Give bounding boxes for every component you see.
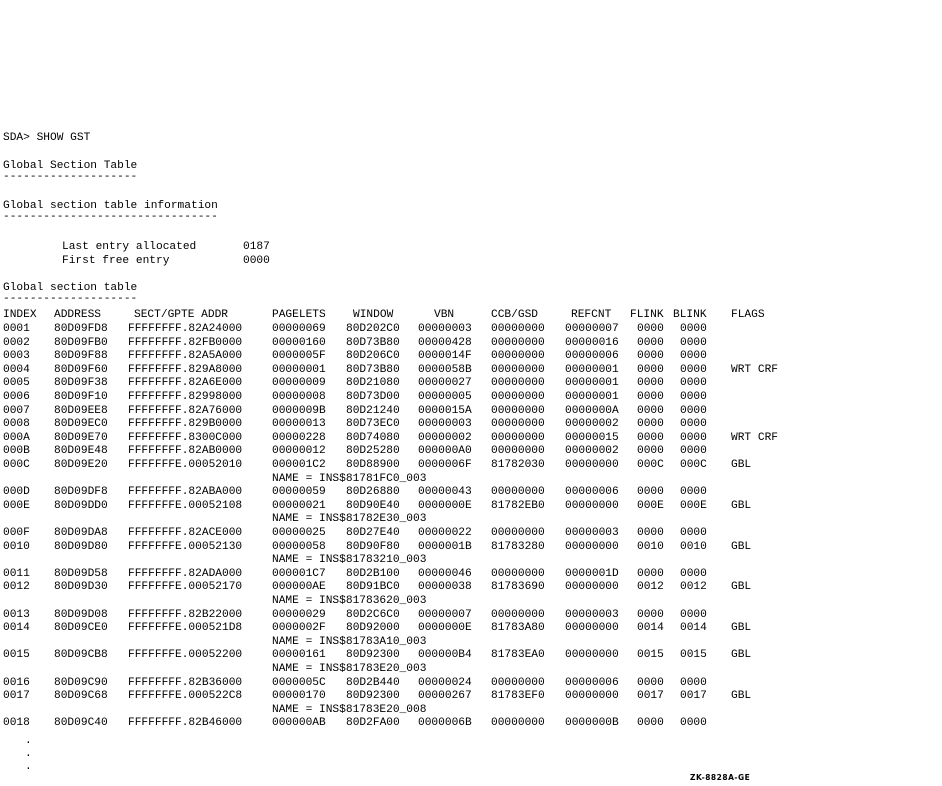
cell-flink: 0000 <box>637 377 664 390</box>
cell-pagelets: 00000013 <box>272 418 326 431</box>
cell-address: 80D09F10 <box>54 391 108 403</box>
cell-ccb: 00000000 <box>491 567 545 580</box>
cell-flink: 0000 <box>637 363 664 376</box>
cell-flink: 0000 <box>637 567 664 580</box>
cell-blink: 000C <box>680 459 707 471</box>
cell-flags: GBL <box>731 622 752 635</box>
table-row <box>0 338 942 351</box>
cell-refcnt: 00000003 <box>565 527 619 539</box>
cell-vbn: 00000046 <box>418 567 472 580</box>
column-header: FLINK <box>630 309 664 321</box>
cell-pagelets: 000001C7 <box>272 567 326 580</box>
cell-flags: GBL <box>731 499 752 512</box>
cell-vbn: 0000014F <box>418 350 472 363</box>
table-row <box>0 487 942 500</box>
cell-blink: 0017 <box>680 690 707 703</box>
cell-index: 0015 <box>3 649 30 662</box>
cell-flink: 0017 <box>637 690 664 703</box>
cell-address: 80D09F60 <box>54 363 108 376</box>
table-header-row <box>0 310 942 323</box>
cell-flink: 000C <box>637 459 664 471</box>
cell-ccb: 00000000 <box>491 377 545 390</box>
cell-blink: 0000 <box>680 336 707 349</box>
cell-ccb: 81783EA0 <box>491 649 545 662</box>
cell-address: 80D09CB8 <box>54 649 108 662</box>
cell-ccb: 81782030 <box>491 459 545 471</box>
cell-window: 80D2C6C0 <box>346 608 400 621</box>
cell-refcnt: 00000000 <box>565 649 619 662</box>
section-name: NAME = INS$81782E30_003 <box>272 513 427 526</box>
cell-index: 0016 <box>3 676 30 689</box>
table-rule: -------------------- <box>3 293 138 305</box>
column-header: VBN <box>434 309 455 321</box>
cell-ccb: 00000000 <box>491 323 545 335</box>
cell-window: 80D73EC0 <box>346 418 400 431</box>
column-header: SECT/GPTE ADDR <box>134 309 228 321</box>
cell-flags: WRT CRF <box>731 431 778 444</box>
cell-vbn: 000000B4 <box>418 649 472 662</box>
cell-flags: GBL <box>731 459 752 471</box>
cell-blink: 0000 <box>680 431 707 444</box>
cell-address: 80D09D30 <box>54 581 108 594</box>
cell-flink: 0012 <box>637 581 664 594</box>
cell-refcnt: 00000006 <box>565 350 619 363</box>
cell-ccb: 00000000 <box>491 445 545 458</box>
cell-flink: 000E <box>637 499 664 512</box>
cell-flink: 0014 <box>637 622 664 635</box>
info-label: First free entry <box>62 255 170 267</box>
cell-window: 80D27E40 <box>346 527 400 539</box>
cell-vbn: 0000006F <box>418 459 472 471</box>
cell-vbn: 000000A0 <box>418 445 472 458</box>
cell-blink: 0012 <box>680 581 707 594</box>
cell-refcnt: 00000001 <box>565 391 619 403</box>
cell-ccb: 81782EB0 <box>491 499 545 512</box>
cell-index: 000D <box>3 486 30 499</box>
cell-blink: 000E <box>680 499 707 512</box>
cell-vbn: 00000003 <box>418 418 472 431</box>
cell-window: 80D26880 <box>346 486 400 499</box>
cell-window: 80D91BC0 <box>346 581 400 594</box>
cell-ccb: 81783A80 <box>491 622 545 635</box>
column-header: FLAGS <box>731 309 765 321</box>
cell-address: 80D09DF8 <box>54 486 108 499</box>
cell-pagelets: 0000005F <box>272 350 326 363</box>
section-name: NAME = INS$81783620_003 <box>272 595 427 607</box>
cell-pagelets: 00000008 <box>272 391 326 403</box>
cell-window: 80D2B440 <box>346 676 400 689</box>
cell-refcnt: 0000000B <box>565 717 619 730</box>
cell-blink: 0000 <box>680 445 707 458</box>
cell-window: 80D73B80 <box>346 363 400 376</box>
cell-flink: 0000 <box>637 445 664 458</box>
cell-window: 80D90F80 <box>346 540 400 553</box>
cell-pagelets: 00000161 <box>272 649 326 662</box>
table-row <box>0 392 942 405</box>
column-header: PAGELETS <box>272 309 326 321</box>
ellipsis-dot: . <box>25 748 32 760</box>
cell-vbn: 00000038 <box>418 581 472 594</box>
cell-pagelets: 0000005C <box>272 676 326 689</box>
cell-blink: 0000 <box>680 527 707 539</box>
cell-blink: 0000 <box>680 486 707 499</box>
cell-index: 0018 <box>3 717 30 730</box>
cell-address: 80D09CE0 <box>54 622 108 635</box>
cell-flink: 0000 <box>637 404 664 417</box>
cell-ccb: 00000000 <box>491 391 545 403</box>
cell-blink: 0015 <box>680 649 707 662</box>
cell-flink: 0000 <box>637 336 664 349</box>
cell-flags: WRT CRF <box>731 363 778 376</box>
table-row <box>0 623 942 636</box>
column-header: BLINK <box>673 309 707 321</box>
table-row <box>0 582 942 595</box>
cell-window: 80D73D00 <box>346 391 400 403</box>
cell-gpte: FFFFFFFE.00052200 <box>128 649 243 662</box>
table-row <box>0 419 942 432</box>
cell-index: 0017 <box>3 690 30 703</box>
table-row <box>0 650 942 663</box>
cell-gpte: FFFFFFFF.829B0000 <box>128 418 243 431</box>
cell-pagelets: 00000059 <box>272 486 326 499</box>
cell-refcnt: 00000000 <box>565 622 619 635</box>
cell-pagelets: 00000058 <box>272 540 326 553</box>
cell-gpte: FFFFFFFF.8300C000 <box>128 431 243 444</box>
cell-ccb: 81783280 <box>491 540 545 553</box>
cell-vbn: 00000022 <box>418 527 472 539</box>
table-row <box>0 501 942 514</box>
cell-gpte: FFFFFFFF.82B46000 <box>128 717 243 730</box>
table-row <box>0 569 942 582</box>
cell-gpte: FFFFFFFF.82A76000 <box>128 404 243 417</box>
cell-index: 000F <box>3 527 30 539</box>
cell-ccb: 81783EF0 <box>491 690 545 703</box>
cell-pagelets: 0000009B <box>272 404 326 417</box>
cell-refcnt: 0000001D <box>565 567 619 580</box>
table-row <box>0 718 942 731</box>
cell-pagelets: 00000021 <box>272 499 326 512</box>
cell-address: 80D09DA8 <box>54 527 108 539</box>
cell-gpte: FFFFFFFF.82ABA000 <box>128 486 243 499</box>
cell-gpte: FFFFFFFF.82998000 <box>128 391 243 403</box>
cell-gpte: FFFFFFFE.00052170 <box>128 581 243 594</box>
section-name: NAME = INS$81783E20_003 <box>272 663 427 675</box>
info-heading: Global section table information <box>3 200 218 212</box>
cell-window: 80D206C0 <box>346 350 400 363</box>
cell-window: 80D90E40 <box>346 499 400 512</box>
cell-ccb: 00000000 <box>491 418 545 431</box>
cell-refcnt: 00000000 <box>565 499 619 512</box>
cell-flags: GBL <box>731 690 752 703</box>
cell-ccb: 00000000 <box>491 717 545 730</box>
cell-index: 0001 <box>3 323 30 335</box>
cell-refcnt: 00000006 <box>565 486 619 499</box>
cell-refcnt: 0000000A <box>565 404 619 417</box>
cell-blink: 0010 <box>680 540 707 553</box>
cell-gpte: FFFFFFFE.00052130 <box>128 540 243 553</box>
cell-index: 0003 <box>3 350 30 363</box>
cell-vbn: 0000006B <box>418 717 472 730</box>
cell-window: 80D88900 <box>346 459 400 471</box>
table-row <box>0 691 942 704</box>
table-row <box>0 324 942 337</box>
cell-index: 0002 <box>3 336 30 349</box>
cell-refcnt: 00000002 <box>565 418 619 431</box>
cell-address: 80D09FD8 <box>54 323 108 335</box>
cell-gpte: FFFFFFFF.829A8000 <box>128 363 243 376</box>
cell-index: 0007 <box>3 404 30 417</box>
ellipsis-dot: . <box>25 735 32 747</box>
cell-index: 0005 <box>3 377 30 390</box>
cell-window: 80D2FA00 <box>346 717 400 730</box>
cell-flink: 0000 <box>637 418 664 431</box>
cell-ccb: 00000000 <box>491 404 545 417</box>
info-rule: -------------------------------- <box>3 211 218 223</box>
cell-blink: 0000 <box>680 676 707 689</box>
cell-refcnt: 00000016 <box>565 336 619 349</box>
cell-index: 000B <box>3 445 30 458</box>
cell-flink: 0000 <box>637 486 664 499</box>
cell-index: 0006 <box>3 391 30 403</box>
cell-blink: 0000 <box>680 363 707 376</box>
table-row <box>0 351 942 364</box>
cell-pagelets: 00000009 <box>272 377 326 390</box>
cell-gpte: FFFFFFFE.00052108 <box>128 499 243 512</box>
table-row <box>0 365 942 378</box>
cell-flags: GBL <box>731 649 752 662</box>
cell-address: 80D09D80 <box>54 540 108 553</box>
cell-index: 0010 <box>3 540 30 553</box>
cell-pagelets: 00000069 <box>272 323 326 335</box>
cell-window: 80D92000 <box>346 622 400 635</box>
info-value: 0187 <box>243 241 270 253</box>
cell-ccb: 00000000 <box>491 527 545 539</box>
cell-window: 80D21080 <box>346 377 400 390</box>
cell-window: 80D92300 <box>346 649 400 662</box>
cell-gpte: FFFFFFFF.82AB0000 <box>128 445 243 458</box>
cell-vbn: 0000001B <box>418 540 472 553</box>
figure-id: ZK-8828A-GE <box>690 773 751 782</box>
cell-gpte: FFFFFFFF.82B22000 <box>128 608 243 621</box>
cell-flink: 0010 <box>637 540 664 553</box>
cell-index: 0011 <box>3 567 30 580</box>
cell-blink: 0000 <box>680 350 707 363</box>
cell-gpte: FFFFFFFE.00052010 <box>128 459 243 471</box>
cell-blink: 0000 <box>680 404 707 417</box>
cell-pagelets: 00000160 <box>272 336 326 349</box>
cell-gpte: FFFFFFFF.82A24000 <box>128 323 243 335</box>
cell-gpte: FFFFFFFF.82ADA000 <box>128 567 243 580</box>
cell-address: 80D09E48 <box>54 445 108 458</box>
cell-gpte: FFFFFFFF.82A5A000 <box>128 350 243 363</box>
table-heading: Global section table <box>3 282 138 294</box>
cell-address: 80D09DD0 <box>54 499 108 512</box>
cell-window: 80D202C0 <box>346 323 400 335</box>
info-value: 0000 <box>243 255 270 267</box>
cell-vbn: 00000002 <box>418 431 472 444</box>
cell-flags: GBL <box>731 581 752 594</box>
cell-vbn: 00000007 <box>418 608 472 621</box>
cell-refcnt: 00000001 <box>565 377 619 390</box>
cell-pagelets: 000001C2 <box>272 459 326 471</box>
cell-window: 80D2B100 <box>346 567 400 580</box>
cell-blink: 0014 <box>680 622 707 635</box>
cell-flink: 0015 <box>637 649 664 662</box>
cell-window: 80D25280 <box>346 445 400 458</box>
cell-pagelets: 00000012 <box>272 445 326 458</box>
cell-refcnt: 00000000 <box>565 459 619 471</box>
column-header: WINDOW <box>353 309 394 321</box>
cell-blink: 0000 <box>680 323 707 335</box>
cell-ccb: 00000000 <box>491 336 545 349</box>
cell-index: 000A <box>3 431 30 444</box>
cell-vbn: 0000000E <box>418 622 472 635</box>
cell-index: 0014 <box>3 622 30 635</box>
cell-vbn: 0000000E <box>418 499 472 512</box>
table-row <box>0 446 942 459</box>
section-name: NAME = INS$81783E20_008 <box>272 703 427 716</box>
cell-index: 0012 <box>3 581 30 594</box>
cell-gpte: FFFFFFFF.82ACE000 <box>128 527 243 539</box>
cell-refcnt: 00000001 <box>565 363 619 376</box>
table-row <box>0 528 942 541</box>
cell-blink: 0000 <box>680 717 707 730</box>
cell-pagelets: 0000002F <box>272 622 326 635</box>
cell-gpte: FFFFFFFE.000521D8 <box>128 622 243 635</box>
cell-pagelets: 000000AE <box>272 581 326 594</box>
cell-flink: 0000 <box>637 431 664 444</box>
cell-address: 80D09C40 <box>54 717 108 730</box>
cell-window: 80D92300 <box>346 690 400 703</box>
cell-ccb: 00000000 <box>491 363 545 376</box>
cell-vbn: 00000003 <box>418 323 472 335</box>
section-name: NAME = INS$81781FC0_003 <box>272 472 427 485</box>
cell-blink: 0000 <box>680 418 707 431</box>
cell-address: 80D09F38 <box>54 377 108 390</box>
cell-vbn: 00000005 <box>418 391 472 403</box>
cell-refcnt: 00000015 <box>565 431 619 444</box>
cell-gpte: FFFFFFFF.82B36000 <box>128 676 243 689</box>
cell-refcnt: 00000006 <box>565 676 619 689</box>
section-name: NAME = INS$81783210_003 <box>272 554 427 567</box>
cell-ccb: 00000000 <box>491 486 545 499</box>
cell-pagelets: 000000AB <box>272 717 326 730</box>
cell-pagelets: 00000025 <box>272 527 326 539</box>
cell-index: 0008 <box>3 418 30 431</box>
cell-index: 000C <box>3 459 30 471</box>
cell-pagelets: 00000001 <box>272 363 326 376</box>
cell-window: 80D73B80 <box>346 336 400 349</box>
cell-window: 80D21240 <box>346 404 400 417</box>
cell-address: 80D09EE8 <box>54 404 108 417</box>
cell-gpte: FFFFFFFE.000522C8 <box>128 690 243 703</box>
cell-flags: GBL <box>731 540 752 553</box>
cell-refcnt: 00000007 <box>565 323 619 335</box>
cell-flink: 0000 <box>637 676 664 689</box>
table-row <box>0 406 942 419</box>
cell-ccb: 00000000 <box>491 431 545 444</box>
cell-vbn: 00000024 <box>418 676 472 689</box>
cell-address: 80D09E20 <box>54 459 108 471</box>
cell-gpte: FFFFFFFF.82FB0000 <box>128 336 243 349</box>
table-row <box>0 433 942 446</box>
column-header: INDEX <box>3 309 37 321</box>
cell-index: 000E <box>3 499 30 512</box>
cell-flink: 0000 <box>637 391 664 403</box>
table-row <box>0 460 942 473</box>
cell-vbn: 00000267 <box>418 690 472 703</box>
cell-address: 80D09E70 <box>54 431 108 444</box>
cell-address: 80D09C90 <box>54 676 108 689</box>
table-row <box>0 678 942 691</box>
cell-ccb: 81783690 <box>491 581 545 594</box>
cell-address: 80D09D58 <box>54 567 108 580</box>
cell-vbn: 0000058B <box>418 363 472 376</box>
cell-refcnt: 00000002 <box>565 445 619 458</box>
cell-ccb: 00000000 <box>491 608 545 621</box>
cell-pagelets: 00000170 <box>272 690 326 703</box>
page-title: Global Section Table <box>3 160 138 172</box>
cell-blink: 0000 <box>680 567 707 580</box>
cell-pagelets: 00000228 <box>272 431 326 444</box>
cell-pagelets: 00000029 <box>272 608 326 621</box>
cell-flink: 0000 <box>637 527 664 539</box>
cell-window: 80D74080 <box>346 431 400 444</box>
ellipsis-dot: . <box>25 761 32 773</box>
cell-refcnt: 00000000 <box>565 690 619 703</box>
cell-address: 80D09FB0 <box>54 336 108 349</box>
cell-flink: 0000 <box>637 350 664 363</box>
cell-address: 80D09F88 <box>54 350 108 363</box>
cell-refcnt: 00000003 <box>565 608 619 621</box>
cell-flink: 0000 <box>637 323 664 335</box>
cell-flink: 0000 <box>637 717 664 730</box>
cell-address: 80D09EC0 <box>54 418 108 431</box>
cell-refcnt: 00000000 <box>565 581 619 594</box>
table-row <box>0 378 942 391</box>
column-header: ADDRESS <box>54 309 101 321</box>
cell-vbn: 00000428 <box>418 336 472 349</box>
cell-blink: 0000 <box>680 377 707 390</box>
cell-gpte: FFFFFFFF.82A6E000 <box>128 377 243 390</box>
cell-ccb: 00000000 <box>491 676 545 689</box>
cell-blink: 0000 <box>680 391 707 403</box>
cell-refcnt: 00000000 <box>565 540 619 553</box>
title-rule: -------------------- <box>3 171 138 183</box>
cell-address: 80D09D08 <box>54 608 108 621</box>
cell-vbn: 0000015A <box>418 404 472 417</box>
section-name: NAME = INS$81783A10_003 <box>272 635 427 648</box>
cell-address: 80D09C68 <box>54 690 108 703</box>
column-header: CCB/GSD <box>491 309 538 321</box>
cell-index: 0013 <box>3 608 30 621</box>
cell-blink: 0000 <box>680 608 707 621</box>
table-row <box>0 610 942 623</box>
column-header: REFCNT <box>571 309 612 321</box>
cell-ccb: 00000000 <box>491 350 545 363</box>
cell-index: 0004 <box>3 363 30 376</box>
command-line: SDA> SHOW GST <box>3 132 91 144</box>
cell-vbn: 00000027 <box>418 377 472 390</box>
info-label: Last entry allocated <box>62 241 197 253</box>
cell-flink: 0000 <box>637 608 664 621</box>
cell-vbn: 00000043 <box>418 486 472 499</box>
table-row <box>0 542 942 555</box>
